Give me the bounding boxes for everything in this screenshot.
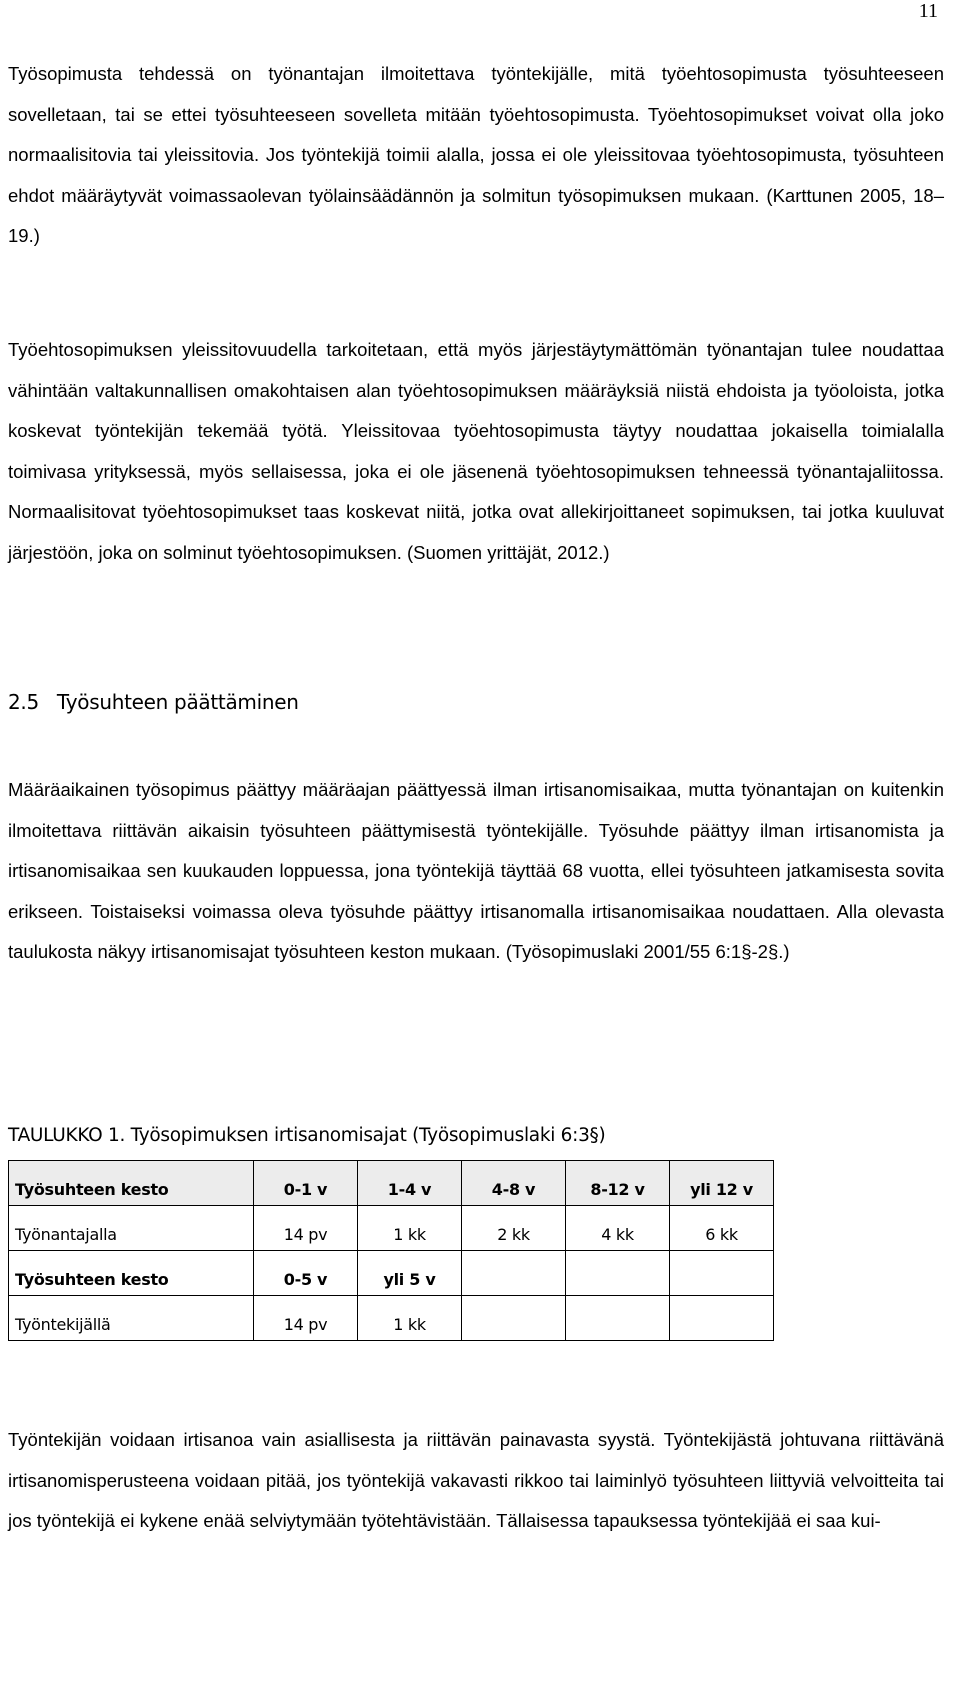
table-row	[9, 1161, 774, 1206]
table-cell: 0-5 v	[254, 1251, 358, 1296]
table-cell: Työntekijällä	[9, 1296, 254, 1341]
table-cell: 14 pv	[254, 1206, 358, 1251]
table-caption: TAULUKKO 1. Työsopimuksen irtisanomisajat (Työsopimuslaki 6:3§)	[8, 1125, 606, 1146]
section-number: 2.5	[8, 690, 39, 714]
table-cell: 14 pv	[254, 1296, 358, 1341]
table-cell: 4-8 v	[462, 1161, 566, 1206]
table-cell: yli 12 v	[670, 1161, 774, 1206]
table-cell: 0-1 v	[254, 1161, 358, 1206]
table-cell: yli 5 v	[358, 1251, 462, 1296]
table-row	[9, 1206, 774, 1251]
table-cell: 6 kk	[670, 1206, 774, 1251]
notice-period-table	[8, 1160, 774, 1341]
table-cell: 2 kk	[462, 1206, 566, 1251]
table-cell	[566, 1296, 670, 1341]
table-cell	[670, 1251, 774, 1296]
table-cell: 1-4 v	[358, 1161, 462, 1206]
paragraph: Työehtosopimuksen yleissitovuudella tarkoitetaan, että myös järjestäytymättömän työnantajan tulee noudattaa vähintään valtakunnallisen omakohtaisen alan työehtosopimuksen määräyksiä niistä ehdoista ja työoloista, jotka koskevat työntekijän tekemää työtä. Yleissitovaa työehtosopimusta täytyy noudattaa jokaisella toimialalla toimivasa yrityksessä, myös sellaisessa, joka ei ole jäsenenä työehtosopimuksen tehneessä työnantajaliitossa. Normaalisitovat työehtosopimukset taas koskevat niitä, jotka ovat allekirjoittaneet sopimuksen, tai jotka kuuluvat järjestöön, joka on solminut työehtosopimuksen. (Suomen yrittäjät, 2012.)	[8, 339, 944, 563]
table-row	[9, 1251, 774, 1296]
table-row	[9, 1296, 774, 1341]
table-cell: Työsuhteen kesto	[9, 1251, 254, 1296]
table-cell	[566, 1251, 670, 1296]
paragraph: Työntekijän voidaan irtisanoa vain asiallisesta ja riittävän painavasta syystä. Työntekijästä johtuvana riittävänä irtisanomisperusteena voidaan pitää, jos työntekijä vakavasti rikkoo tai laiminlyö työsuhteen liittyviä velvoitteita tai jos työntekijä ei kykene enää selviytymään työtehtävistään. Tällaisessa tapauksessa työntekijää ei saa kui-	[8, 1429, 944, 1532]
table-cell	[462, 1296, 566, 1341]
page-number: 11	[918, 0, 938, 22]
paragraph: Määräaikainen työsopimus päättyy määräajan päättyessä ilman irtisanomisaikaa, mutta työnantajan on kuitenkin ilmoitettava riittävän aikaisin työsuhteen päättymisestä työntekijälle. Työsuhde päättyy ilman irtisanomista ja irtisanomisaikaa sen kuukauden loppuessa, jona työntekijä täyttää 68 vuotta, ellei työsuhteen jatkamisesta sovita erikseen. Toistaiseksi voimassa oleva työsuhde päättyy irtisanomalla irtisanomisaikaa noudattaen. Alla olevasta taulukosta näkyy irtisanomisajat työsuhteen keston mukaan. (Työsopimuslaki 2001/55 6:1§-2§.)	[8, 779, 944, 963]
table-cell	[670, 1296, 774, 1341]
table-cell: 8-12 v	[566, 1161, 670, 1206]
paragraph: Työsopimusta tehdessä on työnantajan ilmoitettava työntekijälle, mitä työehtosopimusta työsuhteeseen sovelletaan, tai se ettei työsuhteeseen sovelleta mitään työehtosopimusta. Työehtosopimukset voivat olla joko normaalisitovia tai yleissitovia. Jos työntekijä toimii alalla, jossa ei ole yleissitovaa työehtosopimusta, työsuhteen ehdot määräytyvät voimassaolevan työlainsäädännön ja solmitun työsopimuksen mukaan. (Karttunen 2005, 18‒19.)	[8, 63, 944, 247]
table-cell: 4 kk	[566, 1206, 670, 1251]
table-cell: 1 kk	[358, 1296, 462, 1341]
section-title: Työsuhteen päättäminen	[56, 690, 299, 714]
section-heading	[8, 690, 299, 714]
table-cell: Työnantajalla	[9, 1206, 254, 1251]
table-cell: 1 kk	[358, 1206, 462, 1251]
table-cell: Työsuhteen kesto	[9, 1161, 254, 1206]
table-cell	[462, 1251, 566, 1296]
